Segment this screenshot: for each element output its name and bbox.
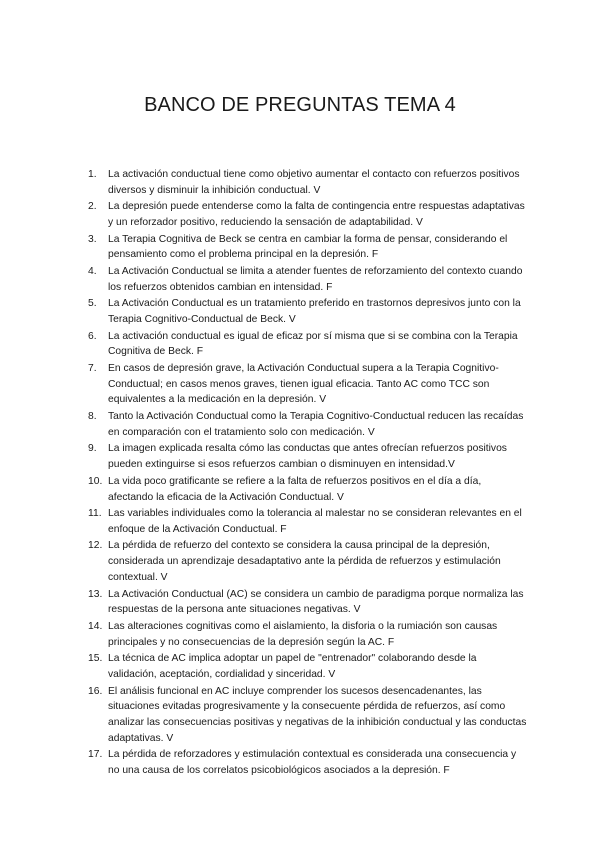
question-text: En casos de depresión grave, la Activación Conductual supera a la Terapia Cognitivo-Conductual; en casos menos graves, tienen igual eficacia. Tanto AC como TCC son equivalentes a la medicación en la depresión. V: [108, 363, 499, 406]
question-number: 16.: [88, 685, 103, 697]
question-number: 5.: [88, 298, 97, 310]
question-item: [88, 329, 528, 360]
question-number: 10.: [88, 475, 103, 487]
question-text: La Activación Conductual es un tratamiento preferido en trastornos depresivos junto con la Terapia Cognitivo-Conductual de Beck. V: [108, 298, 521, 326]
question-text: Las variables individuales como la tolerancia al malestar no se consideran relevantes en el enfoque de la Activación Conductual. F: [108, 508, 522, 535]
question-text: La técnica de AC implica adoptar un papel de "entrenador" colaborando desde la validación, aceptación, cordialidad y sinceridad. V: [108, 653, 477, 680]
question-item: [88, 651, 528, 682]
question-number: 3.: [88, 233, 97, 245]
question-item: [88, 506, 528, 537]
question-number: 1.: [88, 169, 97, 180]
question-text: La pérdida de refuerzo del contexto se considera la causa principal de la depresión, considerada un aprendizaje desadaptativo ante la pérdida de refuerzos y estimulación contextual. V: [108, 540, 501, 583]
question-text: La imagen explicada resalta cómo las conductas que antes ofrecían refuerzos positivos pueden extinguirse si esos refuerzos cambian o disminuyen en intensidad.V: [108, 443, 507, 471]
question-item: [88, 409, 528, 440]
question-number: 8.: [88, 411, 97, 423]
question-item: [88, 538, 528, 585]
question-number: 6.: [88, 330, 97, 342]
question-text: La depresión puede entenderse como la falta de contingencia entre respuestas adaptativas y un reforzador positivo, reduciendo la sensación de adaptabilidad. V: [108, 201, 525, 229]
question-number: 7.: [88, 363, 97, 375]
question-number: 4.: [88, 266, 97, 278]
page-title: BANCO DE PREGUNTAS TEMA 4: [144, 94, 456, 116]
question-item: [88, 361, 528, 408]
question-text: La Activación Conductual se limita a atender fuentes de reforzamiento del contexto cuando los refuerzos obtenidos cambian en intensidad. F: [108, 266, 523, 293]
question-item: [88, 747, 528, 778]
question-item: [88, 167, 528, 198]
question-item: [88, 232, 528, 263]
question-text: Tanto la Activación Conductual como la Terapia Cognitivo-Conductual reducen las recaídas en comparación con el tratamiento solo con medicación. V: [108, 411, 524, 438]
question-text: La activación conductual es igual de eficaz por sí misma que si se combina con la Terapia Cognitiva de Beck. F: [108, 330, 518, 358]
question-number: 12.: [88, 540, 103, 552]
question-item: [88, 619, 528, 650]
question-text: La activación conductual tiene como objetivo aumentar el contacto con refuerzos positivos diversos y disminuir la inhibición conductual. V: [108, 169, 520, 196]
question-item: [88, 199, 528, 230]
question-number: 9.: [88, 443, 97, 455]
question-item: [88, 587, 528, 618]
question-number: 14.: [88, 620, 103, 632]
question-item: [88, 474, 528, 505]
question-text: La Activación Conductual (AC) se considera un cambio de paradigma porque normaliza las respuestas de la persona ante situaciones negativas. V: [108, 588, 524, 616]
question-item: [88, 441, 528, 472]
question-text: La pérdida de reforzadores y estimulación contextual es considerada una consecuencia y no una causa de los correlatos psicobiológicos asociados a la depresión. F: [108, 749, 517, 777]
question-number: 2.: [88, 201, 97, 213]
question-item: [88, 684, 528, 747]
question-text: La vida poco gratificante se refiere a la falta de refuerzos positivos en el día a día, afectando la eficacia de la Activación Conductual. V: [108, 475, 482, 503]
question-item: [88, 264, 528, 295]
question-text: El análisis funcional en AC incluye comprender los sucesos desencadenantes, las situaciones evitadas progresivamente y la consecuente pérdida de refuerzos, así como analizar las consecuencias positivas y negativas de la inhibición conductual y las conductas adaptativas. V: [108, 685, 527, 744]
question-list: [88, 167, 528, 780]
question-item: [88, 296, 528, 327]
question-text: Las alteraciones cognitivas como el aislamiento, la disforia o la rumiación son causas principales y no consecuencias de la depresión según la AC. F: [108, 620, 498, 648]
question-text: La Terapia Cognitiva de Beck se centra en cambiar la forma de pensar, considerando el pensamiento como el problema principal en la depresión. F: [108, 233, 508, 261]
question-number: 13.: [88, 588, 103, 600]
question-number: 11.: [88, 508, 102, 520]
question-number: 17.: [88, 749, 103, 761]
question-number: 15.: [88, 653, 103, 665]
